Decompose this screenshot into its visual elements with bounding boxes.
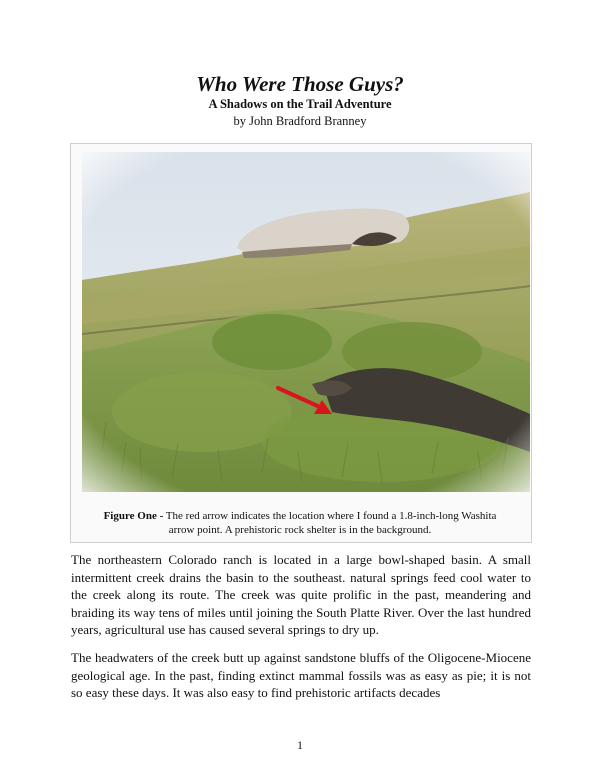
article-title: Who Were Those Guys? bbox=[196, 72, 404, 96]
body-paragraph-1: The northeastern Colorado ranch is located in a large bowl-shaped basin. A small intermittent creek drains the basin to the southeast. natural springs feed cool water to the creek along its route. The creek was quite prolific in the past, meandering and braiding its way tens of miles until joining the South Platte River. Over the last hundred years, agricultural use has caused several springs to dry up. bbox=[71, 552, 531, 638]
body-paragraph-2: The headwaters of the creek butt up against sandstone bluffs of the Oligocene-Miocene geological age. In the past, finding extinct mammal fossils was as easy as pie; it is not so easy these days. It was also easy to find prehistoric artifacts decades bbox=[71, 650, 531, 701]
figure-caption bbox=[90, 509, 510, 537]
landscape-photo bbox=[82, 152, 530, 492]
author-byline: by John Bradford Branney bbox=[233, 114, 367, 128]
figure-photo bbox=[82, 152, 530, 492]
page-number: 1 bbox=[297, 738, 303, 752]
caption-text: The red arrow indicates the location where I found a 1.8-inch-long Washita arrow point. A prehistoric rock shelter is in the background. bbox=[163, 510, 497, 536]
article-subtitle: A Shadows on the Trail Adventure bbox=[208, 97, 392, 111]
caption-label: Figure One - bbox=[103, 510, 164, 522]
